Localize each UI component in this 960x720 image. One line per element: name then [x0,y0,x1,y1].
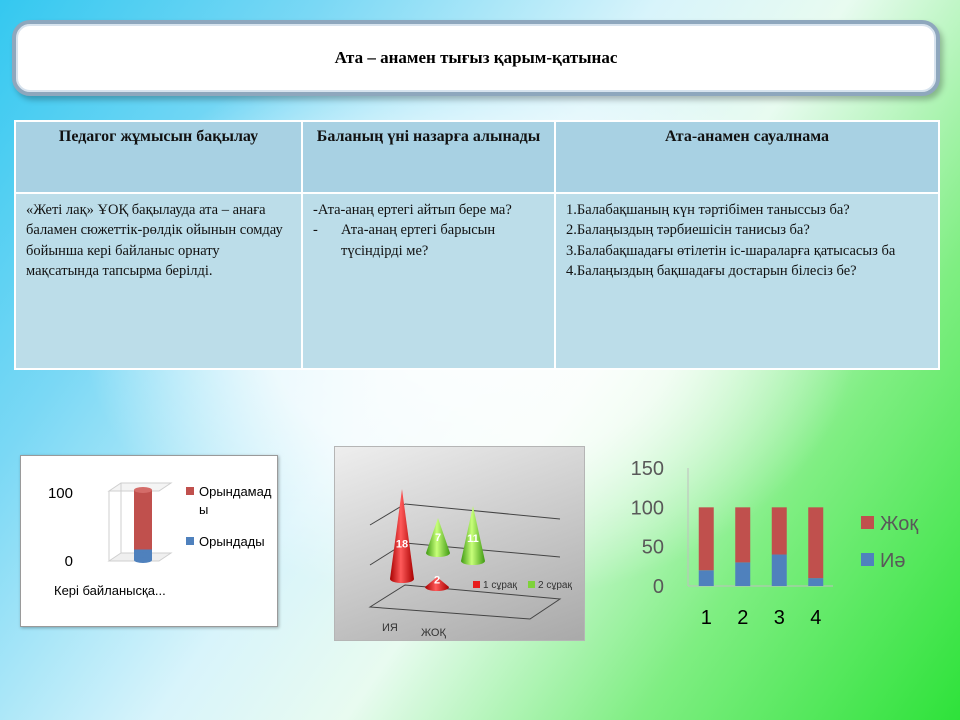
header-teacher-observation: Педагог жұмысын бақылау [15,121,302,193]
bar-segment [699,570,714,586]
bar-cap [134,487,152,493]
parent-question-4: 4.Балаңыздың бақшадағы достарын білесіз бе? [566,262,857,279]
data-label: 18 [395,538,409,551]
legend-swatch-yes [861,553,874,566]
y-tick-label: 150 [630,458,664,480]
bar-segment [772,555,787,586]
data-label: 11 [467,532,479,545]
bar-base [134,557,152,563]
legend-swatch-red [186,487,194,495]
y-tick-label: 50 [641,536,664,559]
y-tick-label: 0 [64,553,73,570]
child-question-1: -Ата-анаң ертегі айтып бере ма? [313,202,512,218]
legend-swatch-no [861,516,874,529]
survey-table [14,120,940,370]
parent-questions-cell [555,193,939,369]
legend-label-yes: Иә [880,550,906,572]
x-tick-label: 1 [700,607,712,629]
header-parent-survey: Ата-анамен сауалнама [555,121,939,193]
legend-label-not-done: Орындамад [199,484,272,499]
header-child-voice: Баланың үні назарға алынады [302,121,555,193]
data-label: 7 [434,531,442,544]
dash-bullet: - [313,222,318,239]
table-header-row [15,121,939,193]
legend-label-not-done-cont: ы [199,502,209,517]
teacher-observation-text: «Жеті лақ» ҰОҚ бақылауда ата – анаға баламен сюжеттік-рөлдік ойынын сомдау бойынша кері байланыс орнату мақсатында тапсырма берілді. [26,202,283,279]
table-row [15,193,939,369]
child-question-2: Ата-анаң ертегі барысын түсіндірді ме? [341,222,496,259]
legend-label-done: Орындады [199,534,265,549]
child-questions-cell [302,193,555,369]
child-question-2-item [313,220,544,261]
y-tick-label: 100 [47,485,73,502]
bar-segment [808,578,823,586]
parent-question-1: 1.Балабақшаның күн тәртібімен таныссыз ба? [566,202,850,218]
survey-stacked-chart [608,448,948,638]
bar-segment [735,507,750,562]
parent-question-2: 2.Балаңыздың тәрбиешісін танисыз ба? [566,222,810,239]
bar-segment [735,562,750,586]
cone-bar [390,489,414,583]
page-title: Ата – анамен тығыз қарым-қатынас [334,48,618,67]
x-tick-label: 3 [773,607,785,629]
bar-segment [772,507,787,554]
y-tick-label: 100 [630,497,664,520]
cone-chart-svg [335,447,584,640]
y-tick-label: 0 [652,576,664,598]
bar-segment [134,490,152,550]
bar-segment [699,507,714,570]
bar-segment [808,507,823,578]
legend-label-series1: 1 сұрақ [483,580,517,591]
legend-swatch-series1 [473,581,480,588]
feedback-chart [20,455,278,627]
data-label: 2 [433,574,441,587]
legend-label-series2: 2 сұрақ [538,580,572,591]
survey-stacked-chart-svg [608,448,948,638]
parent-question-3: 3.Балабақшадағы өтілетін іс-шараларға қатысасыз ба [566,242,896,259]
x-category-label: ИЯ [382,622,398,634]
x-tick-label: 4 [810,607,822,629]
legend-swatch-blue [186,537,194,545]
x-category-label: Кері байланысқа... [54,583,166,598]
legend-swatch-series2 [528,581,535,588]
legend-label-no: Жоқ [880,513,919,535]
teacher-observation-cell [15,193,302,369]
feedback-chart-svg [21,456,277,626]
title-banner [12,20,940,96]
x-tick-label: 2 [737,607,749,629]
cone-chart [334,446,585,641]
x-category-label: ЖОҚ [421,627,446,639]
